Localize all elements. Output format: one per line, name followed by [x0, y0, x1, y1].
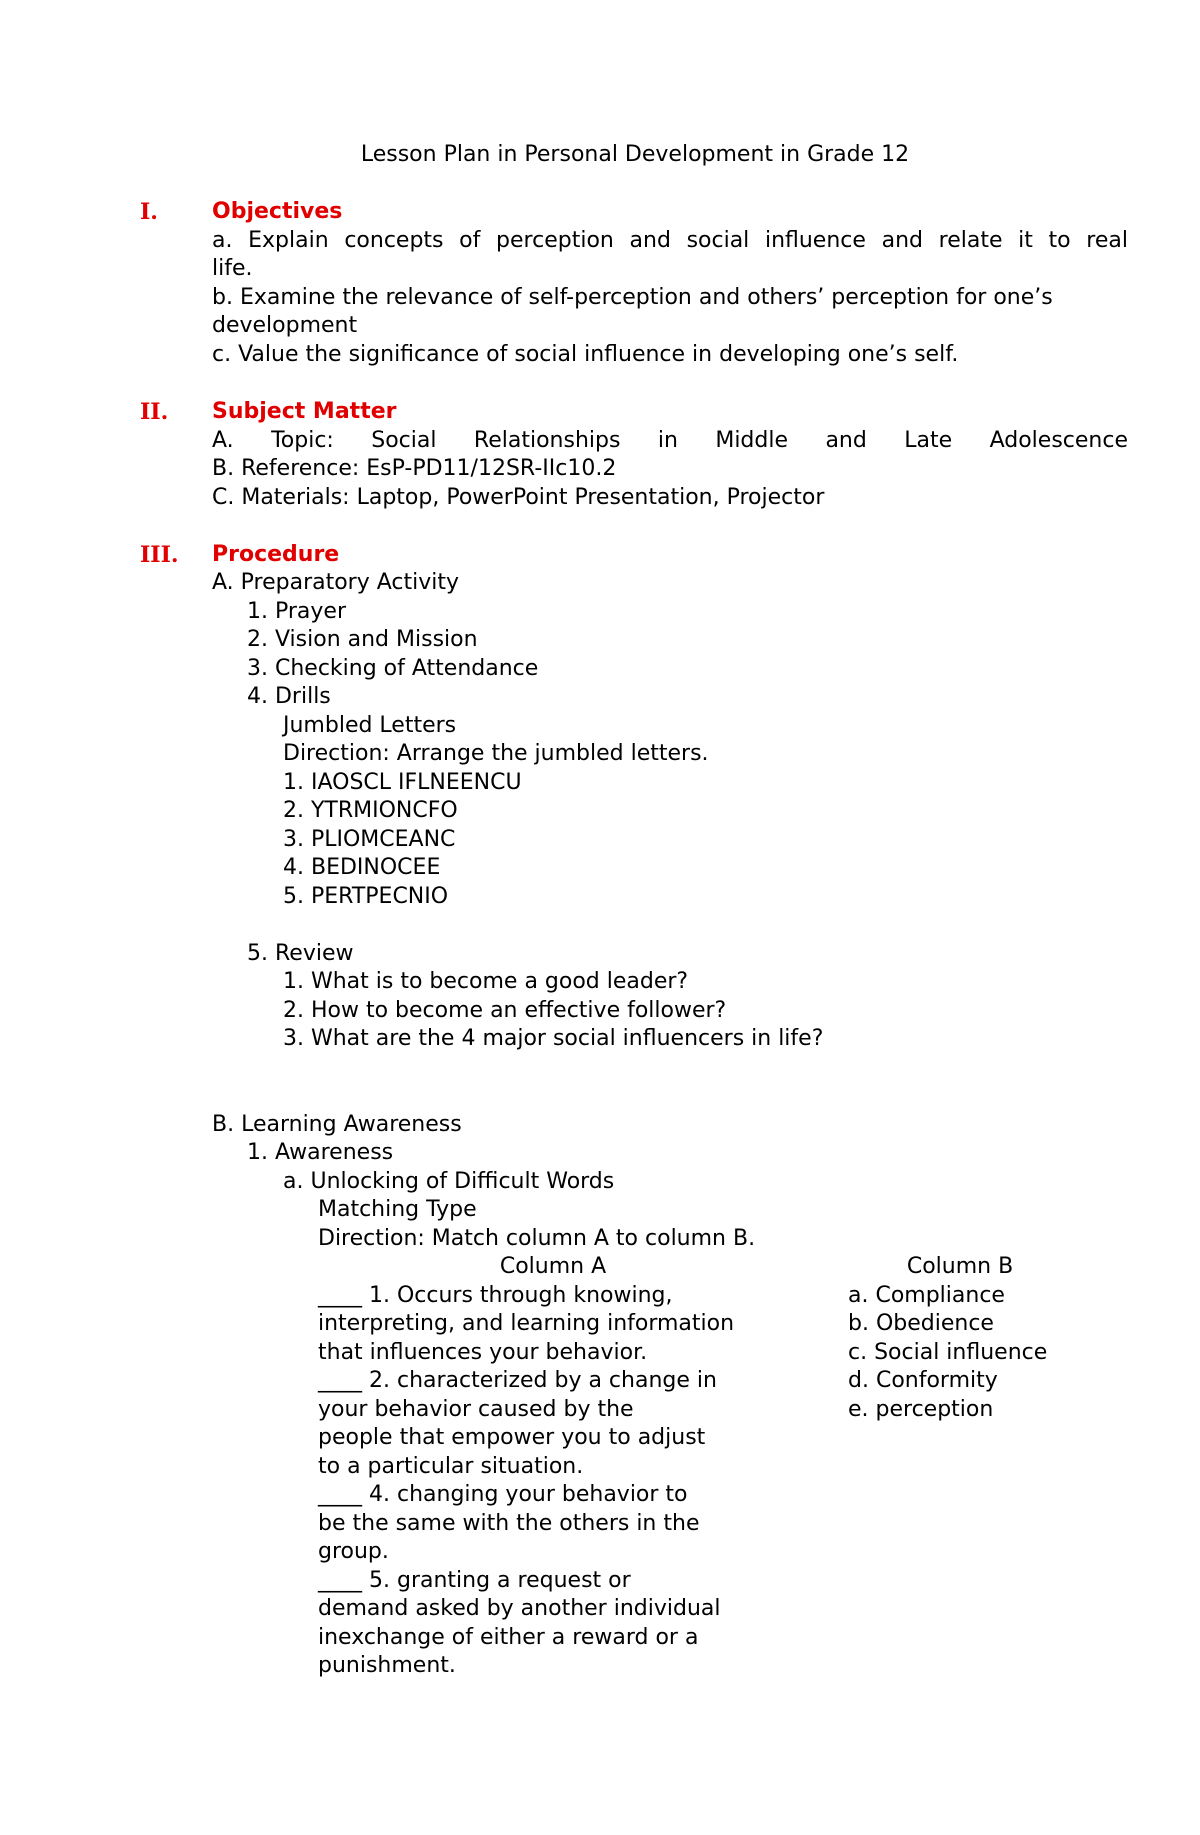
- matching-direction: Direction: Match column A to column B.: [318, 1226, 756, 1251]
- list-item: 3. Checking of Attendance: [247, 656, 539, 681]
- column-b-item: a. Compliance: [848, 1283, 1005, 1308]
- preparatory-activity: A. Preparatory Activity: [212, 570, 460, 595]
- column-a-line: be the same with the others in the: [318, 1511, 700, 1536]
- review-item: 1. What is to become a good leader?: [283, 969, 689, 994]
- learning-awareness: B. Learning Awareness: [212, 1112, 462, 1137]
- column-a-line: ____ 5. granting a request or: [318, 1568, 631, 1593]
- jumbled-item: 3. PLIOMCEANC: [283, 827, 456, 852]
- column-b-item: b. Obedience: [848, 1311, 994, 1336]
- column-a-line: that influences your behavior.: [318, 1340, 648, 1365]
- objective-a-line1: a. Explain concepts of perception and social influence and relate it to real: [212, 228, 1128, 253]
- objective-c: c. Value the significance of social influence in developing one’s self.: [212, 342, 959, 367]
- drill-direction: Direction: Arrange the jumbled letters.: [283, 741, 709, 766]
- page-title: Lesson Plan in Personal Development in Grade 12: [360, 142, 910, 167]
- column-a-line: punishment.: [318, 1653, 456, 1678]
- objective-b-line1: b. Examine the relevance of self-perception and others’ perception for one’s: [212, 285, 1053, 310]
- list-item: 1. Prayer: [247, 599, 346, 624]
- subject-materials: C. Materials: Laptop, PowerPoint Presentation, Projector: [212, 485, 825, 510]
- section-numeral-procedure: III.: [140, 542, 179, 568]
- section-numeral-objectives: I.: [140, 199, 158, 225]
- column-a-line: group.: [318, 1539, 389, 1564]
- review-label: 5. Review: [247, 941, 354, 966]
- column-b-header: Column B: [906, 1254, 1014, 1279]
- jumbled-item: 5. PERTPECNIO: [283, 884, 449, 909]
- jumbled-item: 1. IAOSCL IFLNEENCU: [283, 770, 522, 795]
- objective-b-line2: development: [212, 313, 358, 338]
- section-heading-objectives: Objectives: [212, 199, 343, 224]
- column-a-line: ____ 2. characterized by a change in: [318, 1368, 717, 1393]
- subject-reference: B. Reference: EsP-PD11/12SR-IIc10.2: [212, 456, 617, 481]
- column-a-header: Column A: [499, 1254, 607, 1279]
- list-item: 2. Vision and Mission: [247, 627, 478, 652]
- drill-title: Jumbled Letters: [283, 713, 457, 738]
- list-item: 4. Drills: [247, 684, 331, 709]
- section-heading-subject-matter: Subject Matter: [212, 399, 397, 424]
- column-a-line: ____ 4. changing your behavior to: [318, 1482, 688, 1507]
- review-item: 2. How to become an effective follower?: [283, 998, 727, 1023]
- column-a-line: ____ 1. Occurs through knowing,: [318, 1283, 673, 1308]
- column-a-line: inexchange of either a reward or a: [318, 1625, 699, 1650]
- column-b-item: e. perception: [848, 1397, 994, 1422]
- column-b-item: c. Social influence: [848, 1340, 1048, 1365]
- jumbled-item: 4. BEDINOCEE: [283, 855, 441, 880]
- column-a-line: people that empower you to adjust: [318, 1425, 706, 1450]
- unlocking-words: a. Unlocking of Difficult Words: [283, 1169, 615, 1194]
- matching-type: Matching Type: [318, 1197, 477, 1222]
- objective-a-line2: life.: [212, 256, 253, 281]
- column-b-item: d. Conformity: [848, 1368, 998, 1393]
- column-a-line: interpreting, and learning information: [318, 1311, 735, 1336]
- column-a-line: your behavior caused by the: [318, 1397, 634, 1422]
- awareness: 1. Awareness: [247, 1140, 394, 1165]
- section-heading-procedure: Procedure: [212, 542, 340, 567]
- subject-topic: A. Topic: Social Relationships in Middle and Late Adolescence: [212, 428, 1128, 453]
- column-a-line: to a particular situation.: [318, 1454, 584, 1479]
- column-a-line: demand asked by another individual: [318, 1596, 721, 1621]
- section-numeral-subject-matter: II.: [140, 399, 169, 425]
- review-item: 3. What are the 4 major social influencers in life?: [283, 1026, 824, 1051]
- jumbled-item: 2. YTRMIONCFO: [283, 798, 458, 823]
